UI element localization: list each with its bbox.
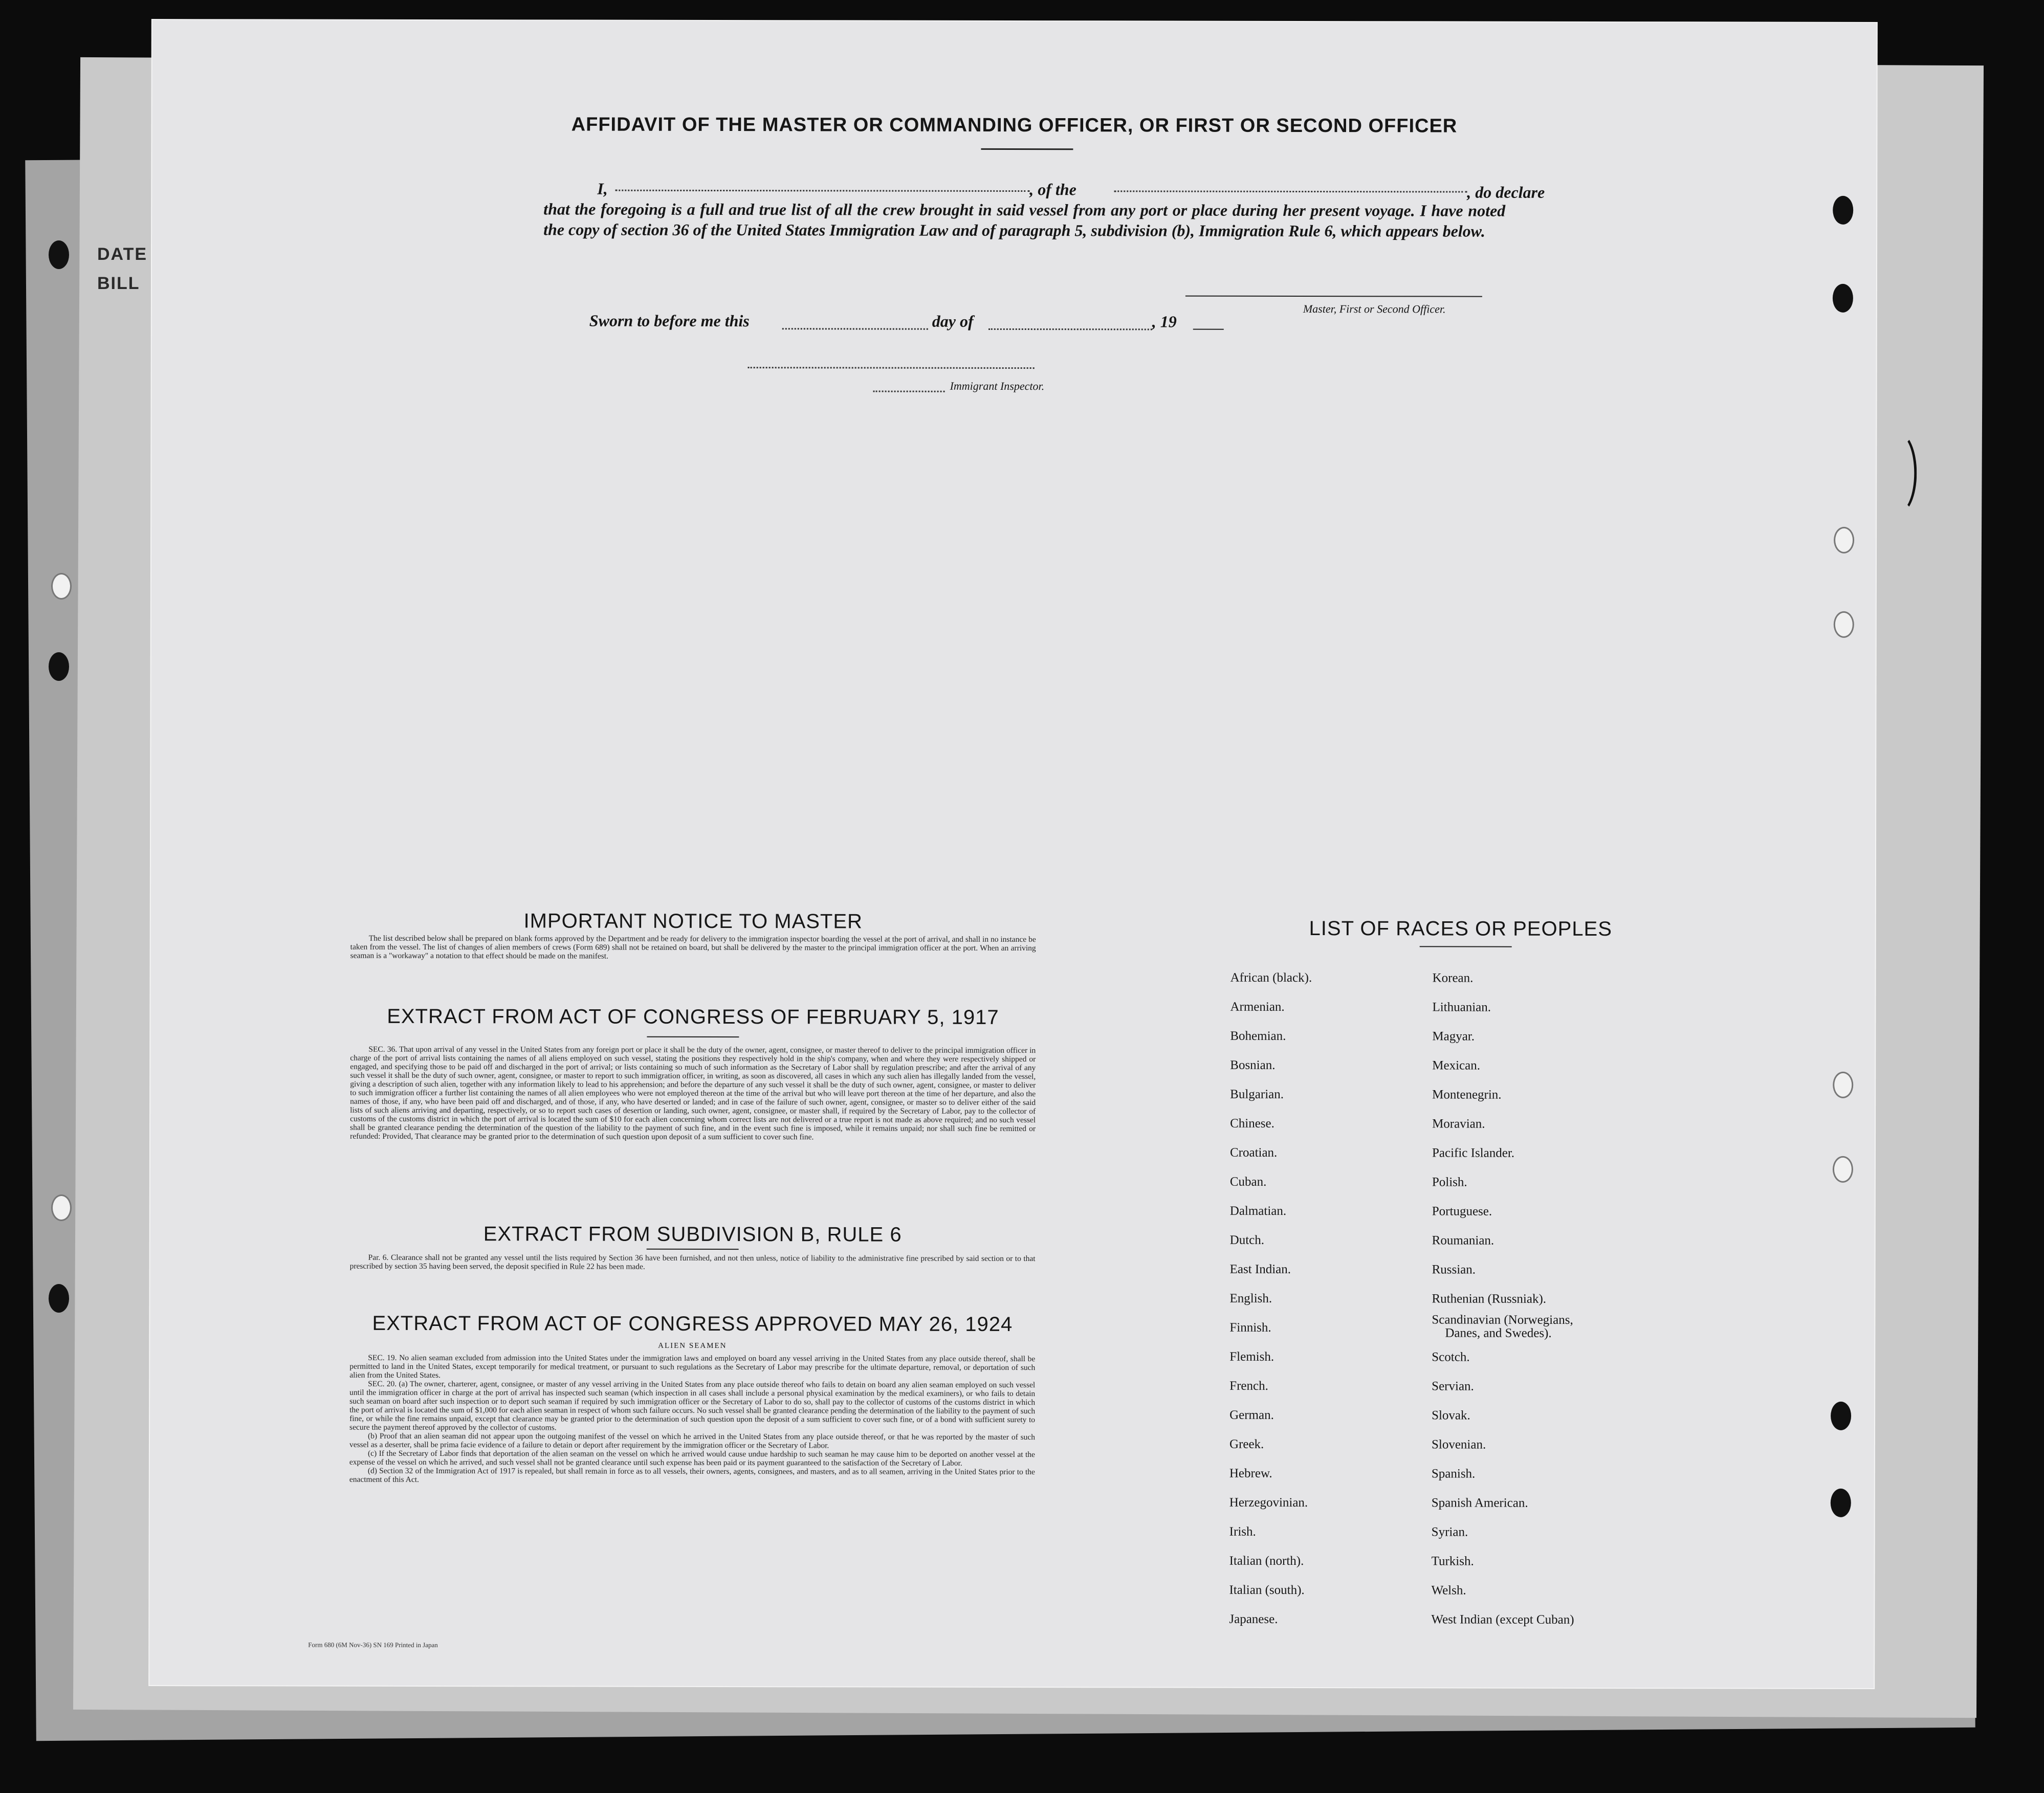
race-item: Mexican.	[1432, 1058, 1481, 1073]
race-item: Servian.	[1432, 1379, 1474, 1393]
race-item: Greek.	[1229, 1437, 1264, 1451]
race-item: Roumanian.	[1432, 1233, 1494, 1248]
race-item: Irish.	[1229, 1524, 1256, 1539]
race-item: Herzegovinian.	[1229, 1495, 1308, 1510]
punch-hole	[1831, 1402, 1851, 1430]
extract-rule6-body	[350, 1253, 1036, 1272]
month-blank	[988, 328, 1152, 330]
race-item-line: Danes, and Swedes).	[1445, 1326, 1552, 1340]
races-left-column	[1229, 963, 1312, 1634]
inspector-caption: Immigrant Inspector.	[950, 379, 1045, 393]
extract-1924-para: SEC. 19. No alien seaman excluded from admission into the United States under the immigration laws and employed on board any vessel arriving in the United States from any place outside thereof, shall be permitted to land in the United States, except temporarily for medical treatment, or pursuant to such regulations as the Secretary of Labor may prescribe for the ultimate departure, removal, or deportation of such alien from the United States.	[349, 1353, 1036, 1380]
race-item: Scotch.	[1432, 1350, 1470, 1364]
vessel-blank	[1114, 190, 1467, 192]
extract-rule6-text: Par. 6. Clearance shall not be granted any vessel until the lists required by Section 36 have been furnished, and not then unless, notice of liability to the administrative fine prescribed by said section or to that prescribed by section 35 having been served, the deposit specified in Rule 22 has been made.	[349, 1253, 1036, 1271]
race-item: Pacific Islander.	[1432, 1146, 1515, 1160]
race-item: Korean.	[1432, 971, 1474, 985]
race-item: Spanish American.	[1431, 1496, 1528, 1510]
race-item: Lithuanian.	[1432, 1000, 1491, 1014]
inspector-name-blank	[873, 391, 945, 392]
race-item-line: Scandinavian (Norwegians,	[1432, 1313, 1573, 1327]
race-item: East Indian.	[1229, 1262, 1291, 1276]
day-blank	[782, 328, 928, 329]
punch-hole	[1833, 1072, 1853, 1098]
binder-hole	[49, 1284, 69, 1313]
pen-mark	[1881, 432, 1917, 514]
punch-hole	[1833, 284, 1853, 313]
sworn-year: , 19	[1152, 312, 1177, 331]
race-item: Italian (south).	[1229, 1583, 1305, 1597]
race-item: Bulgarian.	[1230, 1087, 1284, 1101]
race-item: Ruthenian (Russniak).	[1432, 1292, 1547, 1306]
punch-hole	[1831, 1489, 1851, 1517]
binder-hole	[49, 652, 69, 681]
race-item: Cuban.	[1229, 1175, 1267, 1189]
inspector-line	[748, 367, 1035, 369]
race-item: Dalmatian.	[1229, 1204, 1287, 1218]
sworn-prefix: Sworn to before me this	[589, 311, 750, 330]
notice-body	[350, 934, 1036, 961]
race-item: Croatian.	[1229, 1145, 1278, 1160]
extract-1924-para: (d) Section 32 of the Immigration Act of 1917 is repealed, but shall remain in force as to all vessels, their owners, agents, consignees, and masters, and as to all seamen, arriving in the United States prior to the enactment of this Act.	[349, 1466, 1035, 1484]
notice-title: IMPORTANT NOTICE TO MASTER	[523, 910, 863, 933]
extract-1924-title: EXTRACT FROM ACT OF CONGRESS APPROVED MAY 26, 1924	[372, 1312, 1013, 1336]
declaration-of-the: , of the	[1029, 180, 1076, 199]
race-item: Polish.	[1432, 1175, 1467, 1189]
affidavit-title: AFFIDAVIT OF THE MASTER OR COMMANDING OFFICER, OR FIRST OR SECOND OFFICER	[571, 114, 1458, 137]
punch-hole	[1833, 196, 1853, 225]
race-item	[1432, 1313, 1574, 1342]
race-item: Flemish.	[1229, 1349, 1274, 1364]
title-underline	[981, 148, 1073, 150]
race-item: German.	[1229, 1408, 1274, 1422]
races-right-column	[1431, 963, 1575, 1634]
extract-1917-underline	[647, 1036, 739, 1037]
declaration-i: I,	[597, 179, 608, 198]
races-underline	[1420, 946, 1512, 947]
race-item: Bosnian.	[1230, 1058, 1276, 1072]
declaration-declare: , do declare	[1467, 183, 1545, 202]
extract-1917-body	[350, 1045, 1036, 1142]
race-item: Japanese.	[1229, 1612, 1278, 1626]
race-item: Turkish.	[1431, 1554, 1474, 1568]
edge-label-bill: BILL	[97, 274, 140, 293]
race-item: African (black).	[1230, 970, 1312, 985]
race-item: Moravian.	[1432, 1117, 1485, 1131]
extract-1924-body	[349, 1354, 1035, 1485]
race-item: Russian.	[1432, 1263, 1476, 1277]
sworn-day-of: day of	[932, 312, 974, 330]
race-item: Welsh.	[1431, 1583, 1466, 1598]
name-blank	[615, 190, 1029, 192]
form-number: Form 680 (6M Nov-36) SN 169 Printed in Japan	[308, 1641, 438, 1649]
punch-hole	[1833, 1156, 1853, 1183]
race-item: Italian (north).	[1229, 1554, 1304, 1568]
binder-hole	[49, 240, 69, 269]
race-item: Slovak.	[1432, 1408, 1470, 1423]
extract-1917-text: SEC. 36. That upon arrival of any vessel in the United States from any foreign port or place it shall be the duty of the owner, agent, consignee, or master thereof to deliver to the principal immigration officer in charge of the port of arrival lists containing the names of all aliens employed on such vessel, stating the positions they respectively hold in the ship's company, when and where they were respectively shipped or engaged, and specifying those to be paid off and discharged in the port of arrival; or lists containing so much of such information as the Secretary of Labor shall by regulation prescribe; and after the arrival of any such vessel it shall be the duty of such owner, agent, consignee, or master to report to such immigration officer, in writing, as soon as discovered, all cases in which any such alien has illegally landed from the vessel, giving a description of such alien, together with any information likely to lead to his apprehension; and before the departure of any such vessel it shall be the duty of such owner, agent, consignee, or master to deliver to such immigration officer a further list containing the names of all alien employees who were not employed thereon at the time of the arrival but who will leave port thereon at the time of her departure, and also the names of those, if any, who have been paid off and discharged, and of those, if any, who have deserted or landed; and in case of the failure of such owner, agent, consignee, or master so to deliver either of the said lists of such aliens arriving and departing, respectively, or so to report such cases of desertion or landing, such owner, agent, consignee, or master shall, if required by the Secretary of Labor, pay to the collector of customs of the customs district in which the port of arrival is located the sum of $10 for each alien concerning whom correct lists are not delivered or a true report is not made as above required; and no such vessel shall be granted clearance pending the determination of the question of the liability to the payment of such fine, and in the event such fine is imposed, while it remains unpaid; nor shall such fine be remitted or refunded: Provided, That clearance may be granted prior to the determination of such question upon deposit of a sum sufficient to cover such fine.	[350, 1045, 1036, 1142]
race-item: Chinese.	[1230, 1116, 1274, 1131]
extract-1924-para: (b) Proof that an alien seaman did not appear upon the outgoing manifest of the vessel on which he arrived in the United States from any place outside thereof, or that he was reported by the master of such vessel as a deserter, shall be prima facie evidence of a failure to detain or deport after requirement by the immigration officer or the Secretary of Labor.	[349, 1431, 1036, 1450]
race-item: Bohemian.	[1230, 1029, 1286, 1043]
punch-hole	[1834, 527, 1854, 554]
extract-1917-title: EXTRACT FROM ACT OF CONGRESS OF FEBRUARY 5, 1917	[387, 1005, 999, 1029]
race-item: Slovenian.	[1431, 1437, 1486, 1452]
extract-rule6-underline	[647, 1249, 739, 1250]
extract-1924-para: SEC. 20. (a) The owner, charterer, agent, consignee, or master of any vessel arriving in the United States from any place outside thereof who fails to detain on board any alien seaman employed on such vessel until the immigration officer in charge at the port of arrival has inspected such seaman (which inspection in all cases shall include a personal physical examination by the medical examiners), or who fails to detain such seaman on board after such inspection or to deport such seaman if required by such immigration officer or the Secretary of Labor to do so, shall pay to the collector of customs of the customs district in which the port of arrival is located the sum of $1,000 for each alien seaman in respect of whom such failure occurs. No such vessel shall be granted clearance pending the determination of the liability to the payment of such fine, or while the fine remains unpaid, except that clearance may be granted prior to the determination of such question upon the deposit of a sum sufficient to cover such fine, or of a bond with sufficient surety to secure the payment thereof approved by the collector of customs.	[349, 1379, 1036, 1432]
extract-1924-subtitle: ALIEN SEAMEN	[658, 1341, 727, 1351]
binder-hole	[51, 573, 72, 600]
race-item: Portuguese.	[1432, 1204, 1492, 1219]
extract-rule6-title: EXTRACT FROM SUBDIVISION B, RULE 6	[483, 1223, 902, 1246]
notice-text: The list described below shall be prepared on blank forms approved by the Department and be ready for delivery to the immigration inspector boarding the vessel at the port of arrival, and shall in no instance be taken from the vessel. The list of changes of alien members of crews (Form 689) shall not be retained on board, but shall be delivered by the master to the principal immigration officer at the port. When an arriving seaman is a "workaway" a notation to that effect should be made on the manifest.	[350, 934, 1036, 961]
signature-caption: Master, First or Second Officer.	[1303, 302, 1446, 316]
race-item: Montenegrin.	[1432, 1088, 1502, 1102]
race-item: Hebrew.	[1229, 1466, 1272, 1480]
race-item: Finnish.	[1229, 1320, 1271, 1335]
race-item: West Indian (except Cuban)	[1431, 1612, 1574, 1627]
edge-label-date: DATE	[97, 245, 148, 264]
race-item: French.	[1229, 1379, 1268, 1393]
race-item: Armenian.	[1230, 1000, 1285, 1014]
extract-1924-para: (c) If the Secretary of Labor finds that deportation of the alien seaman on the vessel on which he arrived would cause undue hardship to such seaman he may cause him to be deported on another vessel at the expense of the vessel on which he arrived, and such vessel shall not be granted clearance until such expense has been paid or its payment guaranteed to the satisfaction of the Secretary of Labor.	[349, 1449, 1035, 1468]
race-item: Spanish.	[1431, 1467, 1476, 1481]
declaration-text: that the foregoing is a full and true list of all the crew brought in said vessel from any port or place during her present voyage. I have noted the copy of section 36 of the United States Immigration Law and of paragraph 5, subdivision (b), Immigration Rule 6, which appears below.	[543, 200, 1506, 240]
year-blank	[1193, 329, 1224, 330]
race-item: Syrian.	[1431, 1525, 1468, 1539]
races-title: LIST OF RACES OR PEOPLES	[1309, 917, 1612, 941]
race-item: English.	[1229, 1291, 1272, 1305]
race-item: Dutch.	[1229, 1233, 1265, 1247]
punch-hole	[1834, 611, 1854, 638]
affidavit-page	[149, 20, 1877, 1688]
binder-hole	[51, 1194, 72, 1221]
signature-line	[1185, 296, 1482, 297]
declaration-body	[543, 198, 1505, 241]
race-item: Magyar.	[1432, 1029, 1475, 1044]
